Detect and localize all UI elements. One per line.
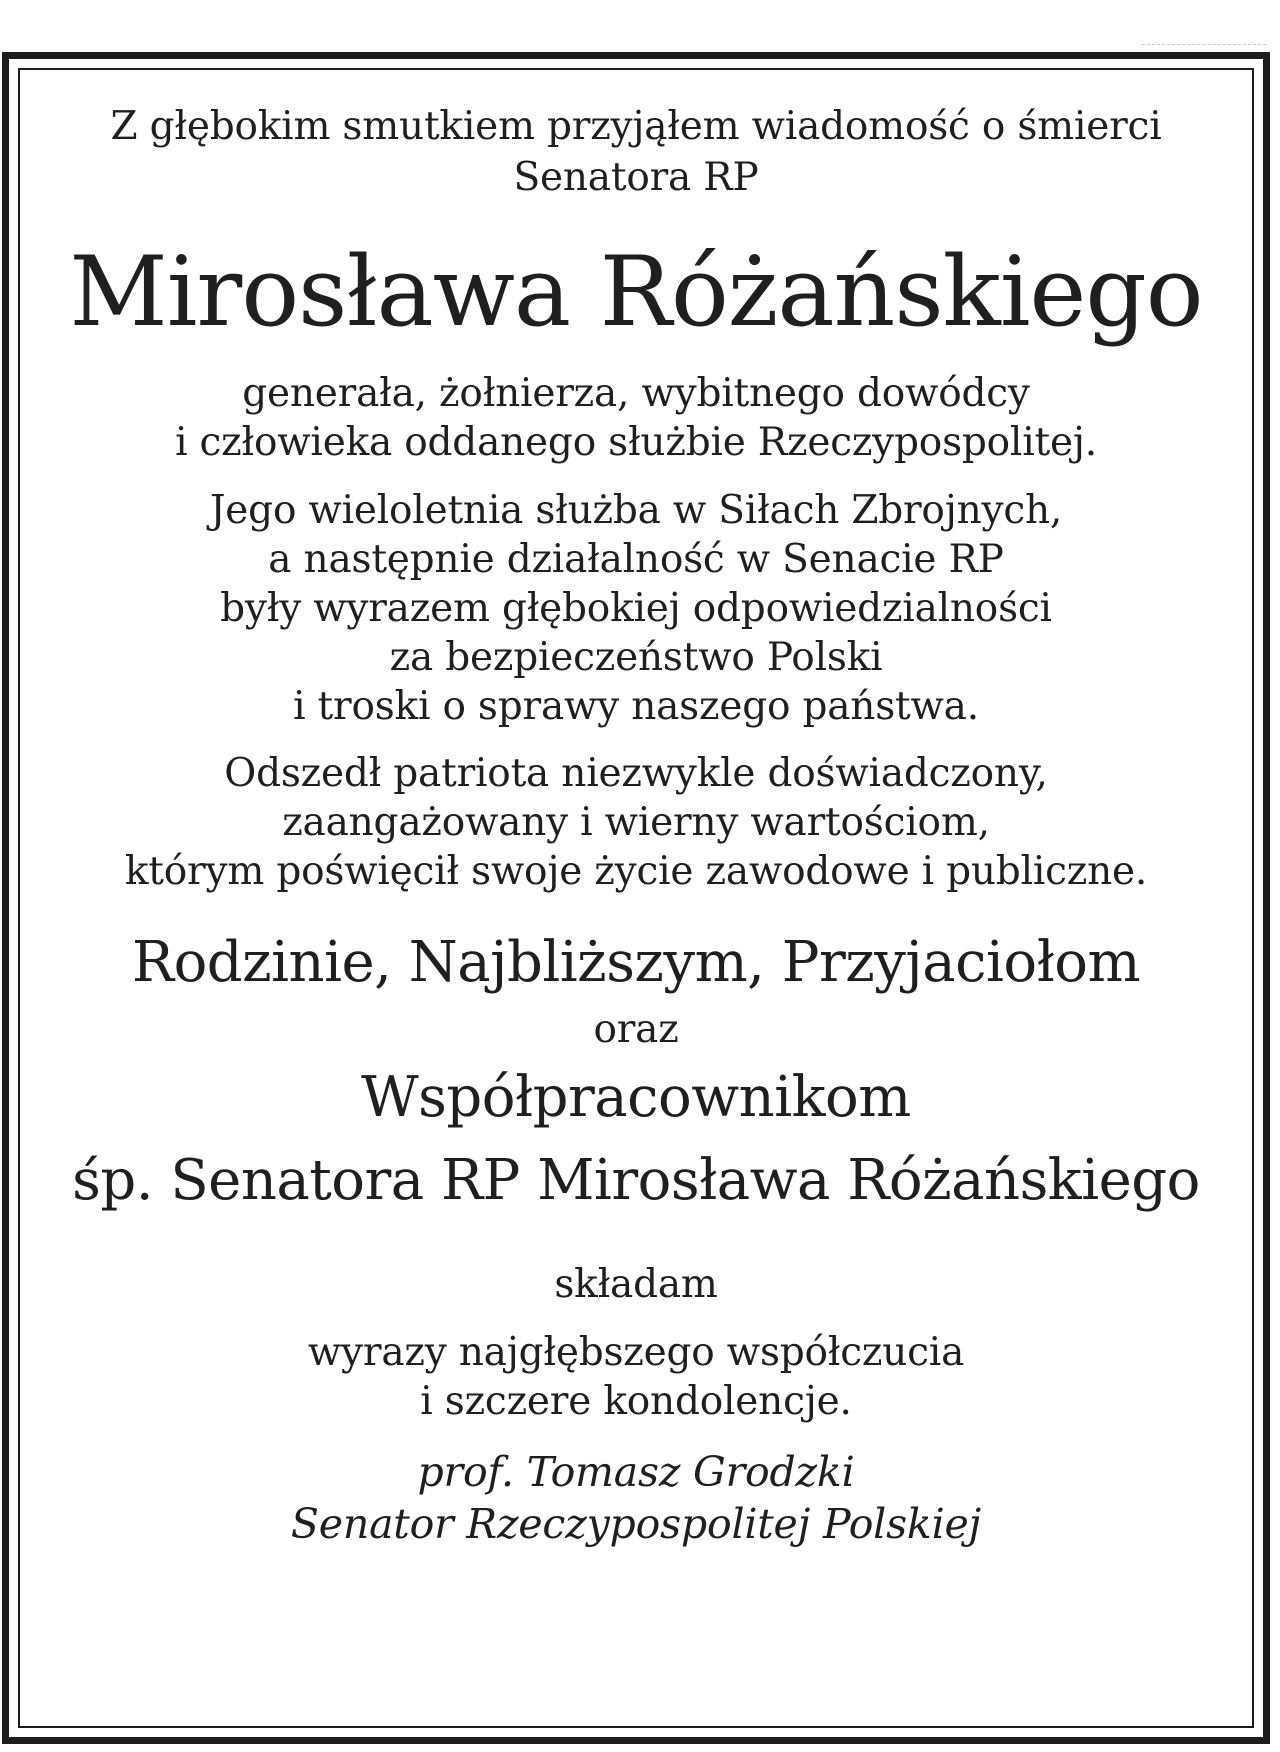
deceased-name-heading: Mirosława Różańskiego <box>69 236 1203 348</box>
condolences-line-1: wyrazy najgłębszego współczucia <box>307 1330 965 1375</box>
signature-name: prof. Tomasz Grodzki <box>417 1448 855 1496</box>
intro-line-2: Senatora RP <box>513 155 759 200</box>
service-line-3: były wyrazem głębokiej odpowiedzialności <box>220 586 1052 631</box>
obituary-content <box>20 70 1252 1726</box>
condolences-verb: składam <box>554 1262 718 1307</box>
patriot-line-3: którym poświęcił swoje życie zawodowe i publiczne. <box>124 849 1148 894</box>
signature-title: Senator Rzeczypospolitej Polskiej <box>290 1500 982 1548</box>
obituary-inner-border <box>18 68 1254 1728</box>
service-line-4: za bezpieczeństwo Polski <box>389 635 883 680</box>
service-line-5: i troski o sprawy naszego państwa. <box>293 684 979 729</box>
addressees-line-1: Rodzinie, Najbliższym, Przyjaciołom <box>131 930 1141 995</box>
service-line-1: Jego wieloletnia służba w Siłach Zbrojnych, <box>209 488 1063 533</box>
condolences-line-2: i szczere kondolencje. <box>420 1379 852 1424</box>
obituary-outer-border <box>2 52 1270 1744</box>
corner-crop-mark <box>1142 44 1266 45</box>
service-line-2: a następnie działalność w Senacie RP <box>268 537 1004 582</box>
patriot-line-2: zaangażowany i wierny wartościom, <box>282 800 990 845</box>
addressees-conjunction: oraz <box>593 1007 679 1052</box>
intro-line-1: Z głębokim smutkiem przyjąłem wiadomość o śmierci <box>110 104 1162 149</box>
description-line-2: i człowieka oddanego służbie Rzeczypospolitej. <box>175 420 1097 465</box>
addressees-line-3: śp. Senatora RP Mirosława Różańskiego <box>72 1148 1200 1213</box>
patriot-line-1: Odszedł patriota niezwykle doświadczony, <box>224 751 1048 796</box>
addressees-line-2: Współpracownikom <box>361 1065 911 1130</box>
description-line-1: generała, żołnierza, wybitnego dowódcy <box>242 371 1030 416</box>
